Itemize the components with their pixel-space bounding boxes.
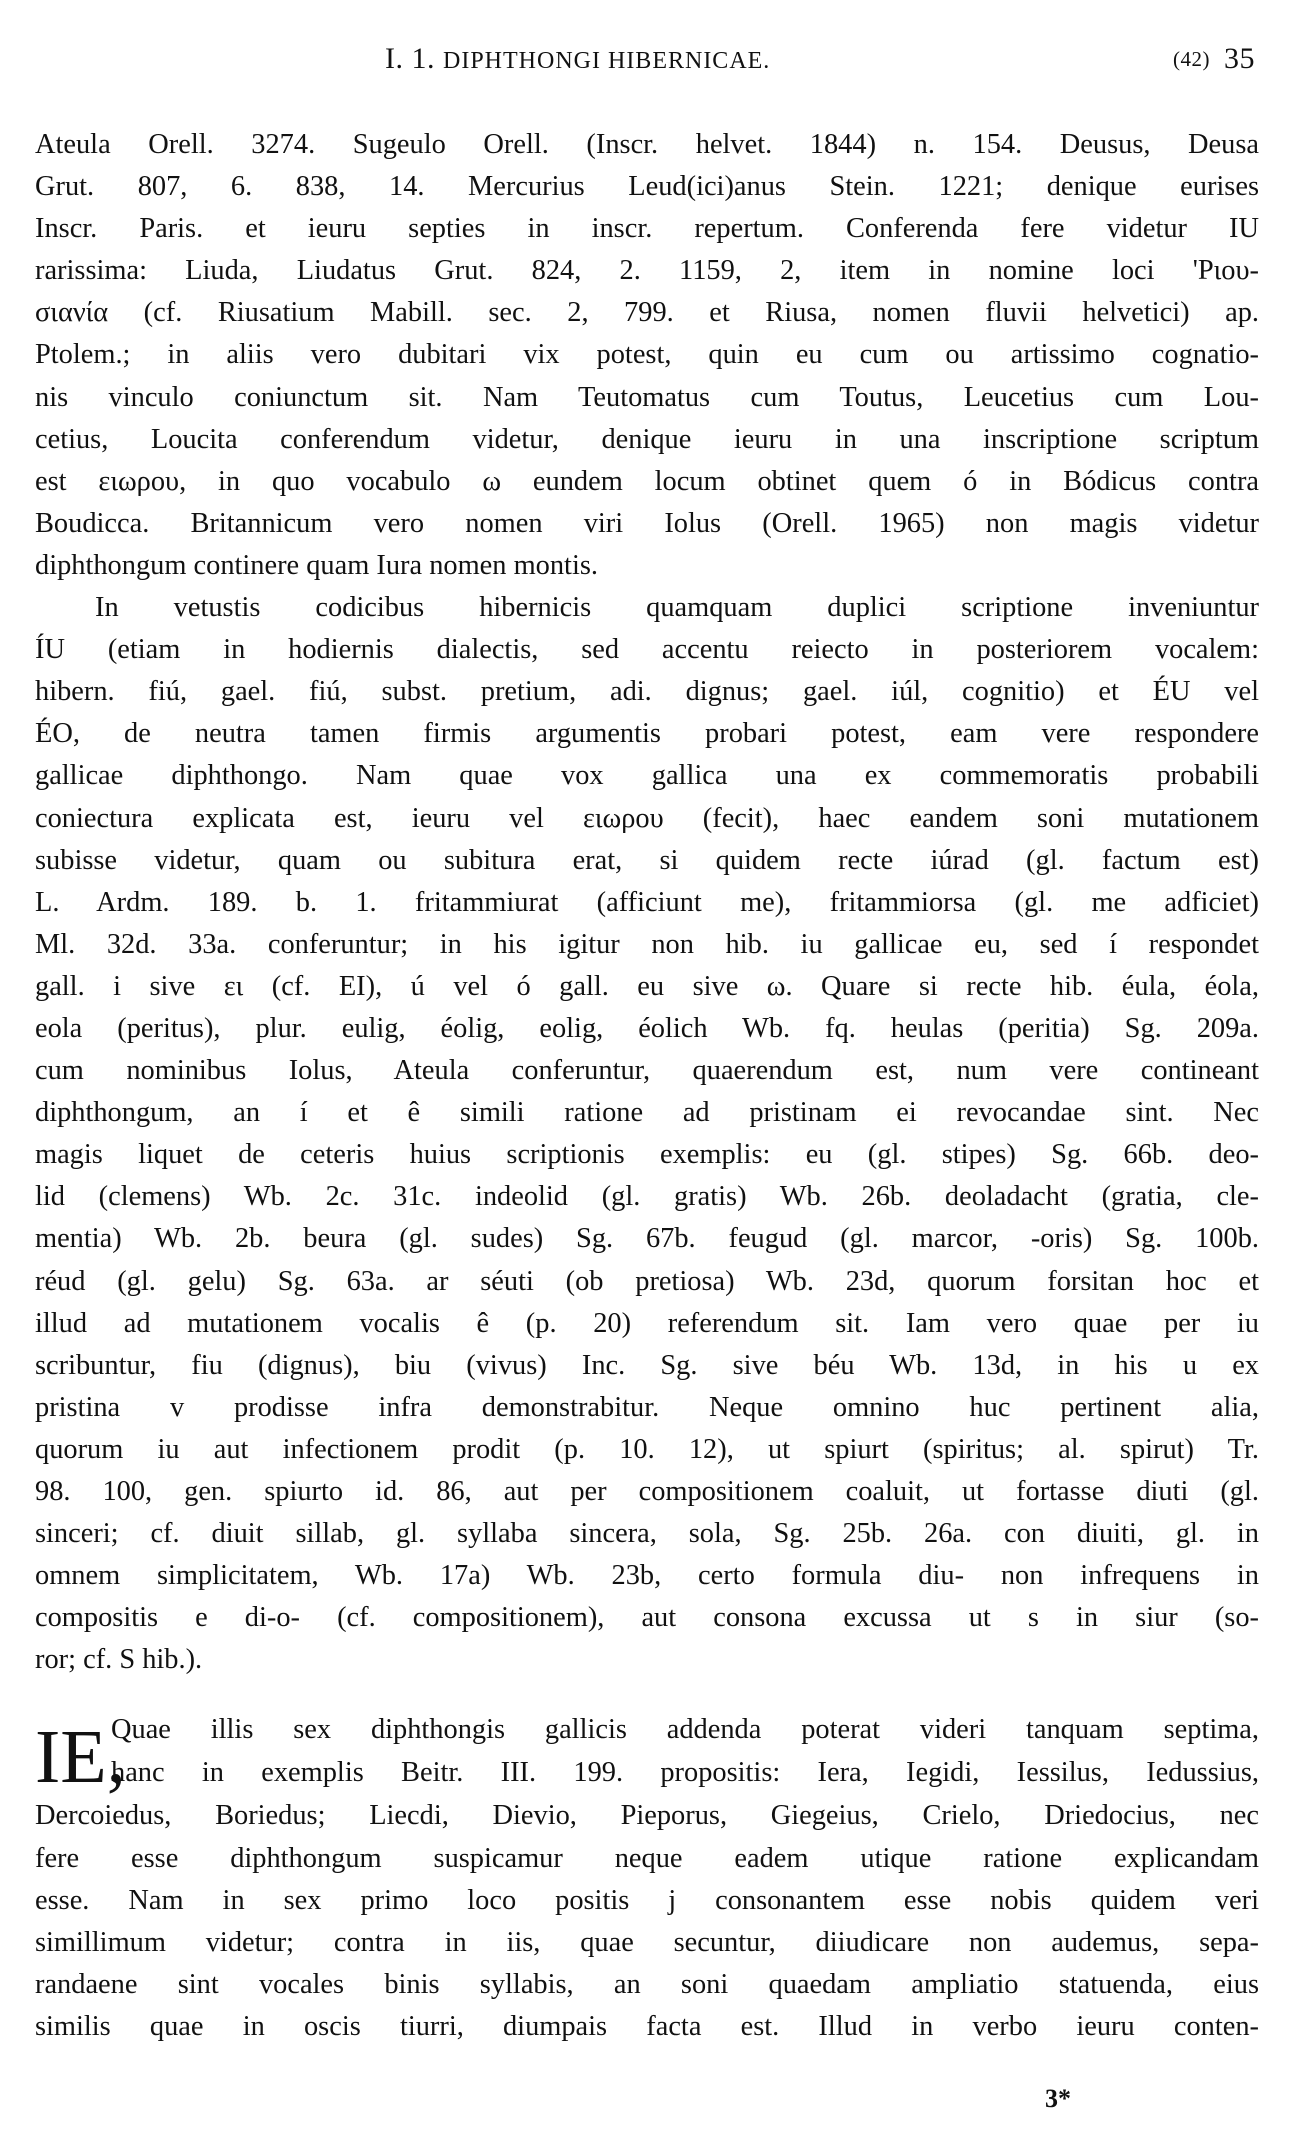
text-line: illud ad mutationem vocalis ê (p. 20) referendum sit. Iam vero quae per iu — [35, 1307, 1259, 1339]
text-line: compositis e di-o- (cf. compositionem), aut consona excussa ut s in siur (so- — [35, 1602, 1259, 1634]
section-ie-initial: IE, — [35, 1715, 126, 1800]
section-title: DIPHTHONGI HIBERNICAE. — [443, 48, 771, 74]
text-line: similis quae in oscis tiurri, diumpais facta est. Illud in verbo ieuru conten- — [35, 2010, 1259, 2042]
text-line: In vetustis codicibus hibernicis quamquam duplici scriptione inveniuntur — [95, 592, 1259, 624]
paragraph-1 — [35, 124, 1259, 587]
text-line: diphthongum, an í et ê simili ratione ad pristinam ei revocandae sint. Nec — [35, 1097, 1259, 1129]
section-ie-lines — [111, 1709, 1259, 1793]
text-line: Ateula Orell. 3274. Sugeulo Orell. (Inscr. helvet. 1844) n. 154. Deusus, Deusa — [35, 129, 1259, 160]
text-line: subisse videtur, quam ou subitura erat, si quidem recte iúrad (gl. factum est) — [35, 844, 1259, 876]
page-number-block — [1173, 42, 1255, 76]
text-line: réud (gl. gelu) Sg. 63a. ar séuti (ob pretiosa) Wb. 23d, quorum forsitan hoc et — [35, 1265, 1259, 1297]
text-line-end: ror; cf. S hib.). — [35, 1644, 203, 1676]
paragraph-2 — [35, 587, 1259, 1681]
page-reference: (42) — [1173, 47, 1210, 71]
text-line: Ml. 32d. 33a. conferuntur; in his igitur non hib. iu gallicae eu, sed í respondet — [35, 928, 1259, 960]
text-line: Quae illis sex diphthongis gallicis addenda poterat videri tanquam septima, — [111, 1714, 1259, 1746]
text-line: Grut. 807, 6. 838, 14. Mercurius Leud(ici)anus Stein. 1221; denique eurises — [35, 171, 1259, 203]
text-line: ÍU (etiam in hodiernis dialectis, sed accentu reiecto in posteriorem vocalem: — [35, 634, 1259, 666]
section-ie — [35, 1709, 1259, 2048]
section-number: I. 1. — [385, 42, 435, 75]
text-line: Dercoiedus, Boriedus; Liecdi, Dievio, Pieporus, Giegeius, Crielo, Driedocius, nec — [35, 1800, 1259, 1832]
text-line: randaene sint vocales binis syllabis, an soni quaedam ampliatio statuenda, eius — [35, 1968, 1259, 2000]
text-line: fere esse diphthongum suspicamur neque eadem utique ratione explicandam — [35, 1842, 1259, 1874]
text-line: gall. i sive ει (cf. EI), ú vel ó gall. eu sive ω. Quare si recte hib. éula, éola, — [35, 970, 1259, 1002]
text-line: cum nominibus Iolus, Ateula conferuntur, quaerendum est, num vere contineant — [35, 1055, 1259, 1087]
text-line: cetius, Loucita conferendum videtur, denique ieuru in una inscriptione scriptum — [35, 423, 1259, 455]
text-line: lid (clemens) Wb. 2c. 31c. indeolid (gl. gratis) Wb. 26b. deoladacht (gratia, cle- — [35, 1181, 1259, 1213]
text-line: Boudicca. Britannicum vero nomen viri Iolus (Orell. 1965) non magis videtur — [35, 507, 1259, 539]
text-line: scribuntur, fiu (dignus), biu (vivus) Inc. Sg. sive béu Wb. 13d, in his u ex — [35, 1349, 1259, 1381]
text-line: est ειωρου, in quo vocabulo ω eundem locum obtinet quem ó in Bódicus contra — [35, 465, 1259, 497]
text-line: 98. 100, gen. spiurto id. 86, aut per compositionem coaluit, ut fortasse diuti (gl. — [35, 1476, 1259, 1507]
text-line: quorum iu aut infectionem prodit (p. 10. 12), ut spiurt (spiritus; al. spirut) Tr. — [35, 1433, 1259, 1465]
page-number: 35 — [1224, 42, 1255, 75]
body-text — [35, 124, 1259, 1681]
text-line-end: diphthongum continere quam Iura nomen montis. — [35, 549, 598, 581]
text-line: σιανία (cf. Riusatium Mabill. sec. 2, 799. et Riusa, nomen fluvii helvetici) ap. — [35, 297, 1259, 329]
running-head — [35, 30, 1259, 80]
text-line: coniectura explicata est, ieuru vel ειωρου (fecit), haec eandem soni mutationem — [35, 802, 1259, 834]
text-line: sinceri; cf. diuit sillab, gl. syllaba sincera, sola, Sg. 25b. 26a. con diuiti, gl. in — [35, 1518, 1259, 1550]
text-line: esse. Nam in sex primo loco positis j consonantem esse nobis quidem veri — [35, 1884, 1259, 1916]
text-line: eola (peritus), plur. eulig, éolig, eolig, éolich Wb. fq. heulas (peritia) Sg. 209a. — [35, 1012, 1259, 1044]
text-line: hibern. fiú, gael. fiú, subst. pretium, adi. dignus; gael. iúl, cognitio) et ÉU vel — [35, 676, 1259, 708]
text-line: pristina v prodisse infra demonstrabitur. Neque omnino huc pertinent alia, — [35, 1391, 1259, 1423]
text-line: Inscr. Paris. et ieuru septies in inscr. repertum. Conferenda fere videtur IU — [35, 213, 1259, 245]
text-line: omnem simplicitatem, Wb. 17a) Wb. 23b, certo formula diu- non infrequens in — [35, 1560, 1259, 1592]
text-line: magis liquet de ceteris huius scriptionis exemplis: eu (gl. stipes) Sg. 66b. deo- — [35, 1139, 1259, 1171]
text-line: Ptolem.; in aliis vero dubitari vix potest, quin eu cum ou artissimo cognatio- — [35, 339, 1259, 371]
signature-mark: 3* — [1045, 2084, 1071, 2113]
text-line: ÉO, de neutra tamen firmis argumentis probari potest, eam vere respondere — [35, 718, 1259, 750]
text-line: hanc in exemplis Beitr. III. 199. propositis: Iera, Iegidi, Iessilus, Iedussius, — [111, 1756, 1259, 1788]
text-line: mentia) Wb. 2b. beura (gl. sudes) Sg. 67b. feugud (gl. marcor, -oris) Sg. 100b. — [35, 1223, 1259, 1255]
section-heading — [385, 42, 770, 76]
text-line: rarissima: Liuda, Liudatus Grut. 824, 2. 1159, 2, item in nomine loci 'Ριου- — [35, 255, 1259, 287]
section-ie-head — [35, 1709, 1259, 1800]
text-line: nis vinculo coniunctum sit. Nam Teutomatus cum Toutus, Leucetius cum Lou- — [35, 381, 1259, 413]
text-line: simillimum videtur; contra in iis, quae secuntur, diiudicare non audemus, sepa- — [35, 1926, 1259, 1958]
text-line: L. Ardm. 189. b. 1. fritammiurat (afficiunt me), fritammiorsa (gl. me adficiet) — [35, 886, 1259, 918]
text-line: gallicae diphthongo. Nam quae vox gallica una ex commemoratis probabili — [35, 760, 1259, 792]
